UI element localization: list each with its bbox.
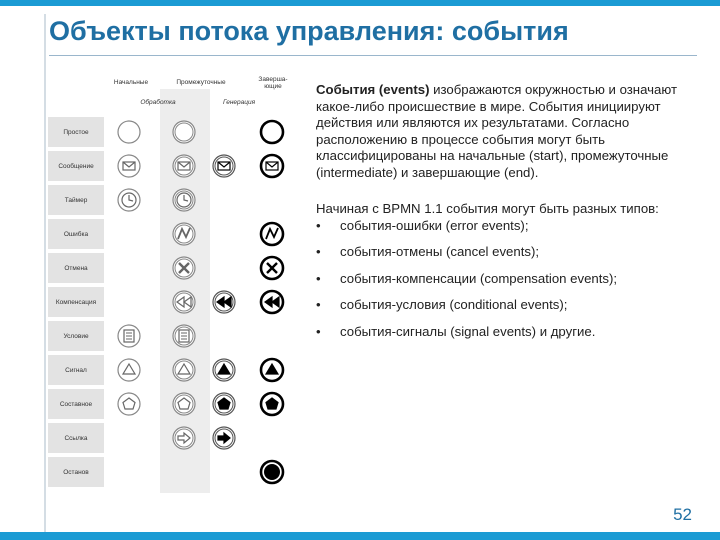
event-types-table [48, 75, 300, 493]
bottom-accent-bar [0, 532, 720, 540]
table-row [48, 389, 300, 419]
table-row [48, 287, 300, 317]
error-intc-event-icon [169, 219, 199, 249]
plain-intc-event-icon [169, 117, 199, 147]
slide-title: Объекты потока управления: события [49, 16, 569, 46]
table-row [48, 253, 300, 283]
multiple-end-event-icon [257, 389, 287, 419]
cancel-intc-event-icon [169, 253, 199, 283]
event-type-label: Простое [48, 117, 104, 147]
error-end-event-icon [257, 219, 287, 249]
table-row [48, 185, 300, 215]
multiple-start-event-icon [114, 389, 144, 419]
timer-start-event-icon [114, 185, 144, 215]
slide-text [316, 82, 696, 340]
event-type-label: Ошибка [48, 219, 104, 249]
message-end-event-icon [257, 151, 287, 181]
paragraph-events [316, 82, 696, 181]
top-accent-bar [0, 0, 720, 6]
link-intc-event-icon [169, 423, 199, 453]
paragraph-types-intro: Начиная с BPMN 1.1 события могут быть разных типов: [316, 201, 659, 216]
message-intc-event-icon [169, 151, 199, 181]
table-row [48, 423, 300, 453]
header-throwing: Генерация [222, 99, 256, 106]
bullet-text: события-сигналы (signal events) и другие. [340, 323, 596, 339]
bullet-text: события-условия (conditional events); [340, 297, 568, 312]
header-intermediate: Промежуточные [176, 79, 226, 86]
left-guide-line [44, 14, 46, 532]
table-row [48, 321, 300, 351]
event-type-label: Сигнал [48, 355, 104, 385]
signal-start-event-icon [114, 355, 144, 385]
page-number: 52 [673, 505, 692, 524]
table-row [48, 219, 300, 249]
bullet-item: • события-сигналы (signal events) и другие. [316, 323, 596, 339]
events-term: События (events) [316, 82, 430, 97]
table-row [48, 151, 300, 181]
table-row [48, 117, 300, 147]
plain-end-event-icon [257, 117, 287, 147]
table-row [48, 355, 300, 385]
header-start: Начальные [113, 79, 149, 86]
header-end: Заверша- ющие [258, 76, 288, 90]
link-intt-event-icon [209, 423, 239, 453]
cancel-end-event-icon [257, 253, 287, 283]
events-description: изображаются окружностью и означают какое-либо происшествие в мире. События инициируют действия или являются их результатами. Согласно расположению в процессе события могут быть классифицированы на начальные (start), промежуточные (intermediate) и завершающие (end). [316, 82, 677, 180]
plain-start-event-icon [114, 117, 144, 147]
bullet-item: • события-компенсации (compensation events); [316, 270, 618, 286]
signal-end-event-icon [257, 355, 287, 385]
bullet-item: • события-отмены (cancel events); [316, 244, 540, 259]
multiple-intt-event-icon [209, 389, 239, 419]
signal-intt-event-icon [209, 355, 239, 385]
conditional-start-event-icon [114, 321, 144, 351]
event-type-label: Условие [48, 321, 104, 351]
header-catching: Обработка [140, 99, 176, 106]
signal-intc-event-icon [169, 355, 199, 385]
event-type-label: Составное [48, 389, 104, 419]
table-row [48, 457, 300, 487]
terminate-end-event-icon [257, 457, 287, 487]
event-type-label: Ссылка [48, 423, 104, 453]
compensation-intt-event-icon [209, 287, 239, 317]
message-intt-event-icon [209, 151, 239, 181]
bullet-text: события-компенсации (compensation events); [340, 270, 618, 286]
event-type-label: Компенсация [48, 287, 104, 317]
bullet-item: • события-ошибки (error events); [316, 217, 529, 233]
event-type-label: Таймер [48, 185, 104, 215]
conditional-intc-event-icon [169, 321, 199, 351]
timer-intc-event-icon [169, 185, 199, 215]
bullet-text: события-ошибки (error events); [340, 217, 529, 233]
compensation-intc-event-icon [169, 287, 199, 317]
message-start-event-icon [114, 151, 144, 181]
event-type-label: Останов [48, 457, 104, 487]
title-underline [49, 55, 697, 56]
bullet-text: события-отмены (cancel events); [340, 244, 540, 259]
compensation-end-event-icon [257, 287, 287, 317]
bullet-item: • события-условия (conditional events); [316, 297, 568, 312]
event-type-label: Сообщение [48, 151, 104, 181]
multiple-intc-event-icon [169, 389, 199, 419]
event-type-label: Отмена [48, 253, 104, 283]
